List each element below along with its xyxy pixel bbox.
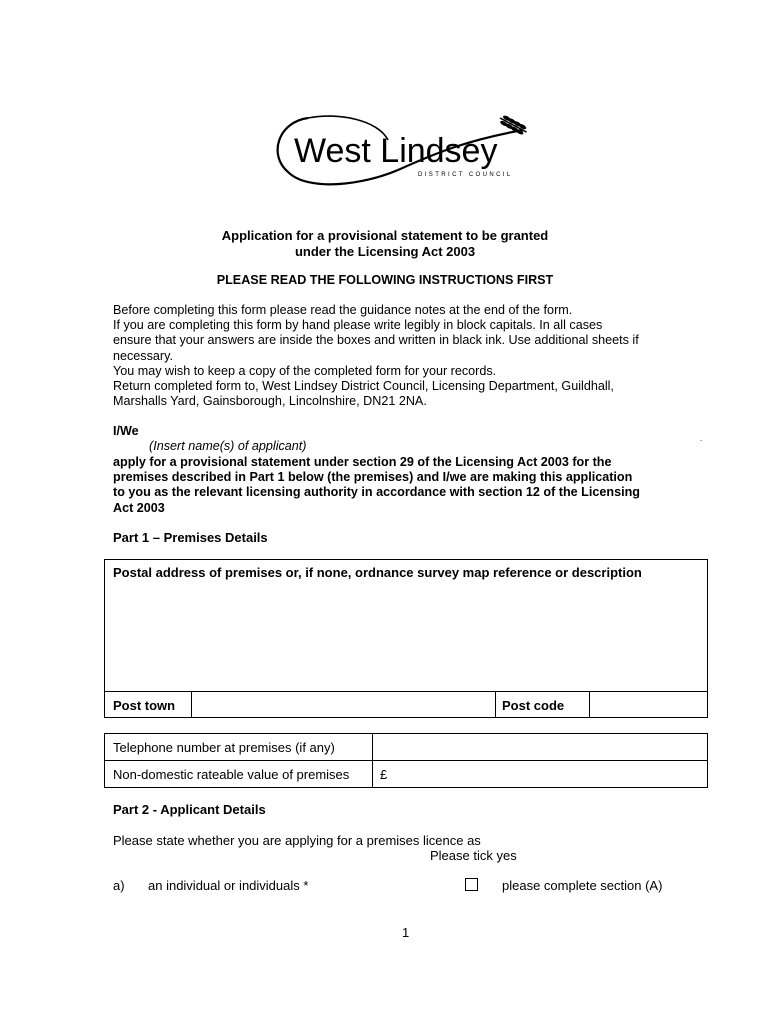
statement-line: to you as the relevant licensing authority in accordance with section 12 of the Licensing	[113, 485, 640, 500]
option-a-checkbox[interactable]	[465, 878, 478, 891]
option-a-note: please complete section (A)	[502, 878, 663, 893]
instruction-line: Marshalls Yard, Gainsborough, Lincolnshire, DN21 2NA.	[113, 394, 427, 409]
part2-heading: Part 2 - Applicant Details	[113, 802, 266, 817]
option-a-label: an individual or individuals *	[148, 878, 309, 893]
post-town-input[interactable]	[193, 693, 493, 717]
telephone-label: Telephone number at premises (if any)	[113, 740, 335, 755]
statement-line: premises described in Part 1 below (the premises) and I/we are making this application	[113, 470, 633, 485]
post-code-input[interactable]	[591, 693, 705, 717]
logo-subtitle: DISTRICT COUNCIL	[418, 172, 513, 178]
premises-contact-table	[104, 733, 708, 788]
instruction-line: ensure that your answers are inside the boxes and written in black ink. Use additional sheets if	[113, 333, 639, 348]
iwe-label: I/We	[113, 424, 139, 438]
tick-hint: Please tick yes	[430, 848, 517, 863]
instruction-line: If you are completing this form by hand please write legibly in block capitals. In all cases	[113, 318, 603, 333]
divider	[589, 691, 590, 718]
dot-mark: .	[700, 434, 703, 443]
rateable-value-input[interactable]	[395, 762, 705, 785]
instruction-line: Before completing this form please read the guidance notes at the end of the form.	[113, 303, 573, 317]
divider	[495, 691, 496, 718]
applicant-statement	[113, 455, 713, 516]
form-title-line2: under the Licensing Act 2003	[294, 244, 476, 259]
page-number: 1	[402, 925, 410, 940]
statement-line: Act 2003	[113, 500, 165, 515]
part1-heading: Part 1 – Premises Details	[113, 530, 268, 545]
applicant-type-question: Please state whether you are applying for a premises licence as	[113, 833, 481, 848]
rateable-value-label: Non-domestic rateable value of premises	[113, 767, 350, 782]
option-a-letter: a)	[113, 878, 125, 893]
statement-line: apply for a provisional statement under section 29 of the Licensing Act 2003 for the	[113, 455, 612, 469]
post-town-label: Post town	[113, 698, 176, 713]
council-logo	[268, 100, 543, 195]
premises-address-box	[104, 559, 708, 718]
council-logo-graphic	[268, 100, 543, 195]
instructions-block	[113, 303, 713, 409]
instruction-line: necessary.	[113, 348, 173, 363]
instruction-line: Return completed form to, West Lindsey District Council, Licensing Department, Guildhall,	[113, 379, 614, 394]
form-title-line1: Application for a provisional statement to be granted	[221, 228, 549, 243]
divider	[191, 691, 192, 718]
divider	[105, 760, 707, 761]
post-code-label: Post code	[502, 698, 565, 713]
instructions-heading: PLEASE READ THE FOLLOWING INSTRUCTIONS FIRST	[216, 273, 554, 287]
divider	[105, 691, 707, 692]
telephone-input[interactable]	[375, 736, 705, 758]
logo-wordmark: West Lindsey	[294, 132, 498, 170]
currency-symbol: £	[380, 767, 388, 782]
insert-name-hint: (Insert name(s) of applicant)	[149, 439, 307, 453]
address-input[interactable]	[113, 584, 699, 688]
address-label: Postal address of premises or, if none, ordnance survey map reference or description	[113, 565, 642, 580]
instruction-line: You may wish to keep a copy of the completed form for your records.	[113, 363, 497, 378]
